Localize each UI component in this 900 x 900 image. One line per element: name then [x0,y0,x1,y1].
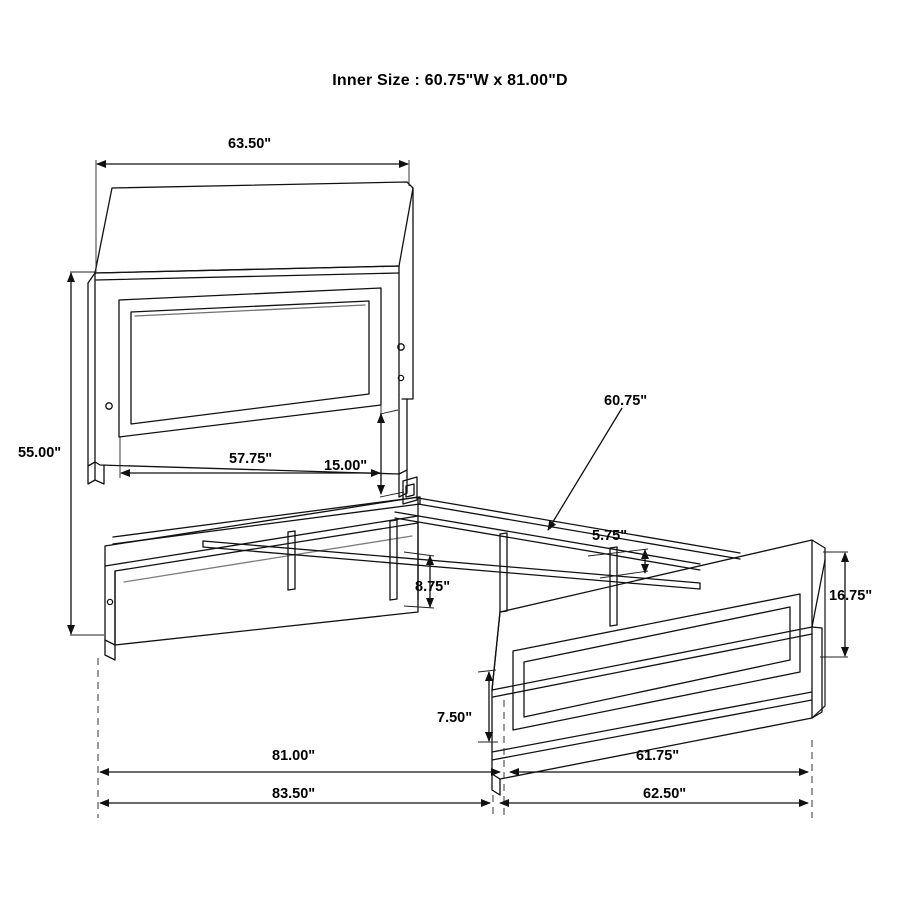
dimension-label-rail-drop: 15.00" [324,458,368,474]
dimension-label-headboard-height: 55.00" [18,445,62,461]
dimension-label-footboard-width-inner: 61.75" [636,748,680,764]
page-title: Inner Size : 60.75"W x 81.00"D [332,72,568,89]
dimension-label-footboard-height: 16.75" [829,588,873,604]
dimension-label-slat-height: 8.75" [415,579,451,595]
dimension-label-headboard-width: 63.50" [228,136,272,152]
dimension-label-headboard-panel-width: 57.75" [229,451,273,467]
dimension-label-footboard-clearance: 7.50" [437,710,473,726]
dimension-label-footboard-width-outer: 62.50" [643,786,687,802]
dimension-label-bed-length-inner: 81.00" [272,748,316,764]
dimension-label-bed-length-outer: 83.50" [272,786,316,802]
dimension-label-mattress-width: 60.75" [604,393,648,409]
dimension-label-side-rail-thickness: 5.75" [592,528,628,544]
